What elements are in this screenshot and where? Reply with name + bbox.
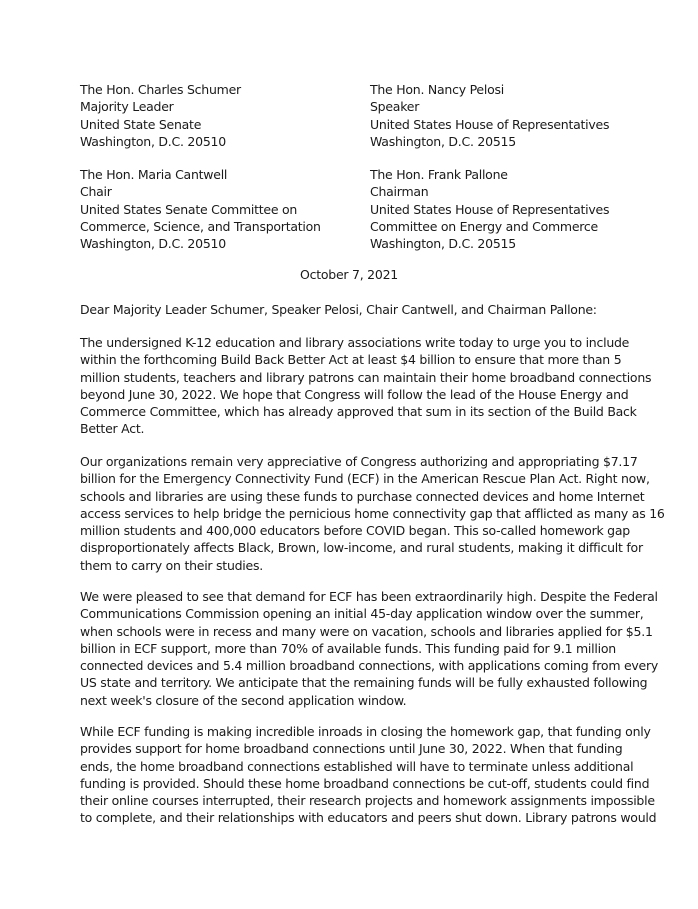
recipient-org: Commerce, Science, and Transportation — [80, 218, 321, 234]
paragraph-line: their online courses interrupted, their research projects and homework assignments impossible — [80, 793, 655, 809]
paragraph-line: funding is provided. Should these home broadband connections be cut-off, students could find — [80, 775, 650, 791]
paragraph-line: provides support for home broadband connections until June 30, 2022. When that funding — [80, 741, 623, 757]
body-paragraph — [80, 723, 657, 827]
recipient-name: The Hon. Nancy Pelosi — [370, 82, 504, 97]
recipient-city: Washington, D.C. 20510 — [80, 236, 226, 252]
letter-date: October 7, 2021 — [300, 267, 398, 282]
recipient-title: Speaker — [370, 99, 420, 115]
recipient-name: The Hon. Frank Pallone — [370, 167, 508, 182]
paragraph-line: US state and territory. We anticipate that the remaining funds will be fully exhausted following — [80, 675, 648, 691]
paragraph-line: million students, teachers and library patrons can maintain their home broadband connections — [80, 369, 652, 385]
salutation: Dear Majority Leader Schumer, Speaker Pelosi, Chair Cantwell, and Chairman Pallone: — [80, 302, 597, 317]
recipient-city: Washington, D.C. 20515 — [370, 236, 516, 252]
paragraph-line: within the forthcoming Build Back Better Act at least $4 billion to ensure that more than 5 — [80, 352, 622, 368]
paragraph-line: schools and libraries are using these funds to purchase connected devices and home Internet — [80, 488, 645, 504]
paragraph-line: We were pleased to see that demand for ECF has been extraordinarily high. Despite the Federal — [80, 589, 658, 604]
recipient-org: United States Senate Committee on — [80, 201, 298, 217]
paragraph-line: disproportionately affects Black, Brown, low-income, and rural students, making it difficult for — [80, 540, 643, 556]
paragraph-line: next week's closure of the second application window. — [80, 692, 407, 708]
recipient-block-pelosi — [370, 81, 609, 150]
paragraph-line: when schools were in recess and many were on vacation, schools and libraries applied for $5.1 — [80, 623, 653, 639]
recipient-org: United States House of Representatives — [370, 201, 610, 217]
paragraph-line: beyond June 30, 2022. We hope that Congress will follow the lead of the House Energy and — [80, 386, 629, 402]
paragraph-line: connected devices and 5.4 million broadband connections, with applications coming from every — [80, 658, 659, 674]
recipient-city: Washington, D.C. 20510 — [80, 133, 226, 149]
paragraph-line: to complete, and their relationships with educators and peers shut down. Library patrons would — [80, 810, 657, 826]
recipient-org: United State Senate — [80, 116, 202, 132]
paragraph-line: them to carry on their studies. — [80, 557, 263, 573]
paragraph-line: ends, the home broadband connections established will have to terminate unless additional — [80, 758, 634, 774]
recipient-title: Chair — [80, 184, 112, 200]
paragraph-line: million students and 400,000 educators before COVID began. This so-called homework gap — [80, 523, 630, 539]
paragraph-line: Our organizations remain very appreciative of Congress authorizing and appropriating $7.17 — [80, 454, 638, 469]
paragraph-line: billion for the Emergency Connectivity Fund (ECF) in the American Rescue Plan Act. Right now, — [80, 471, 650, 487]
body-paragraph — [80, 334, 652, 438]
body-paragraph — [80, 588, 659, 709]
recipient-org: United States House of Representatives — [370, 116, 610, 132]
paragraph-line: Better Act. — [80, 421, 145, 437]
recipient-block-pallone — [370, 166, 609, 252]
recipient-title: Chairman — [370, 184, 429, 200]
recipient-name: The Hon. Charles Schumer — [80, 82, 241, 97]
body-paragraph — [80, 453, 665, 574]
recipient-block-cantwell — [80, 166, 321, 252]
paragraph-line: Commerce Committee, which has already approved that sum in its section of the Build Back — [80, 404, 637, 420]
recipient-block-schumer — [80, 81, 241, 150]
paragraph-line: The undersigned K-12 education and library associations write today to urge you to include — [80, 335, 630, 350]
recipient-org: Committee on Energy and Commerce — [370, 218, 598, 234]
paragraph-line: access services to help bridge the pernicious home connectivity gap that afflicted as many as 16 — [80, 505, 665, 521]
paragraph-line: billion in ECF support, more than 70% of available funds. This funding paid for 9.1 million — [80, 640, 616, 656]
recipient-title: Majority Leader — [80, 99, 174, 115]
recipient-name: The Hon. Maria Cantwell — [80, 167, 228, 182]
paragraph-line: Communications Commission opening an initial 45-day application window over the summer, — [80, 606, 644, 622]
recipient-city: Washington, D.C. 20515 — [370, 133, 516, 149]
paragraph-line: While ECF funding is making incredible inroads in closing the homework gap, that funding only — [80, 724, 651, 739]
